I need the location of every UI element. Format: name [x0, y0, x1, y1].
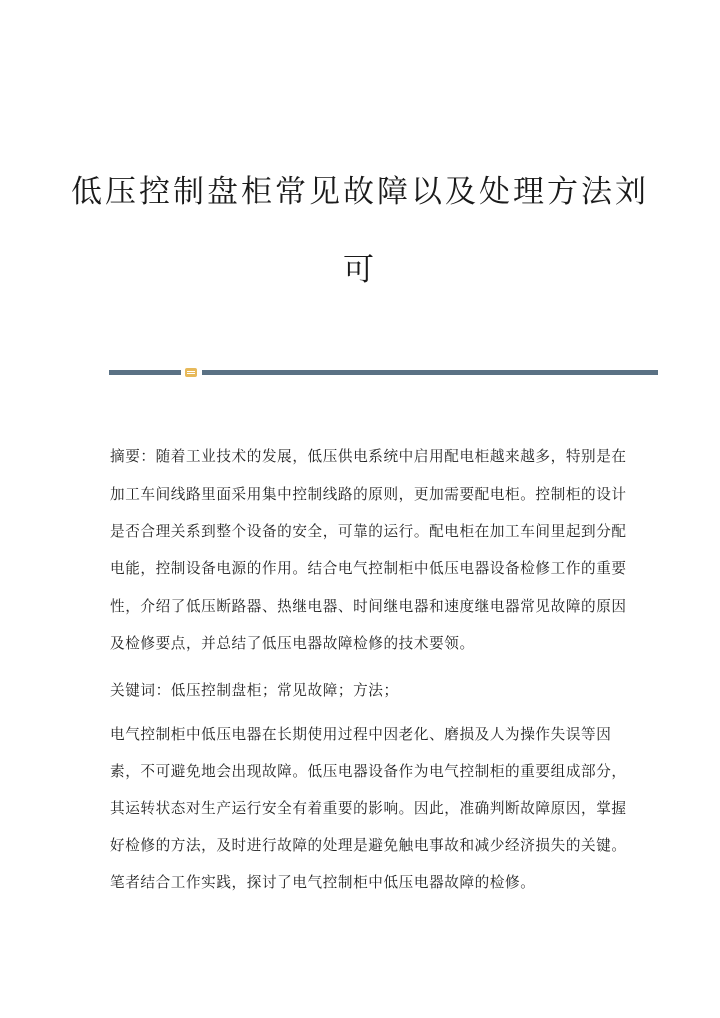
keywords-line: 关键词：低压控制盘柜；常见故障；方法； — [110, 682, 399, 699]
body-line: 其运转状态对生产运行安全有着重要的影响。因此，准确判断故障原因，掌握 — [110, 800, 627, 817]
abstract-line: 性，介绍了低压断路器、热继电器、时间继电器和速度继电器常见故障的原因 — [110, 598, 627, 615]
body-line: 笔者结合工作实践，探讨了电气控制柜中低压电器故障的检修。 — [110, 874, 536, 891]
body-line: 好检修的方法，及时进行故障的处理是避免触电事故和减少经济损失的关键。 — [110, 837, 627, 854]
title-line-2: 可 — [343, 252, 377, 288]
book-icon — [185, 368, 197, 377]
body-line: 电气控制柜中低压电器在长期使用过程中因老化、磨损及人为操作失误等因 — [110, 726, 612, 743]
abstract-line: 是否合理关系到整个设备的安全，可靠的运行。配电柜在加工车间里起到分配 — [110, 523, 627, 540]
divider-bar-right — [202, 370, 658, 375]
abstract-line: 加工车间线路里面采用集中控制线路的原则，更加需要配电柜。控制柜的设计 — [110, 486, 627, 503]
title-divider — [109, 368, 658, 376]
abstract-line: 电能，控制设备电源的作用。结合电气控制柜中低压电器设备检修工作的重要 — [110, 560, 627, 577]
divider-bar-left — [109, 370, 181, 375]
abstract-line: 及检修要点，并总结了低压电器故障检修的技术要领。 — [110, 635, 475, 652]
body-line: 素，不可避免地会出现故障。低压电器设备作为电气控制柜的重要组成部分， — [110, 763, 627, 780]
abstract-line: 摘要：随着工业技术的发展，低压供电系统中启用配电柜越来越多，特别是在 — [110, 448, 627, 465]
title-line-1: 低压控制盘柜常见故障以及处理方法刘 — [71, 174, 649, 210]
